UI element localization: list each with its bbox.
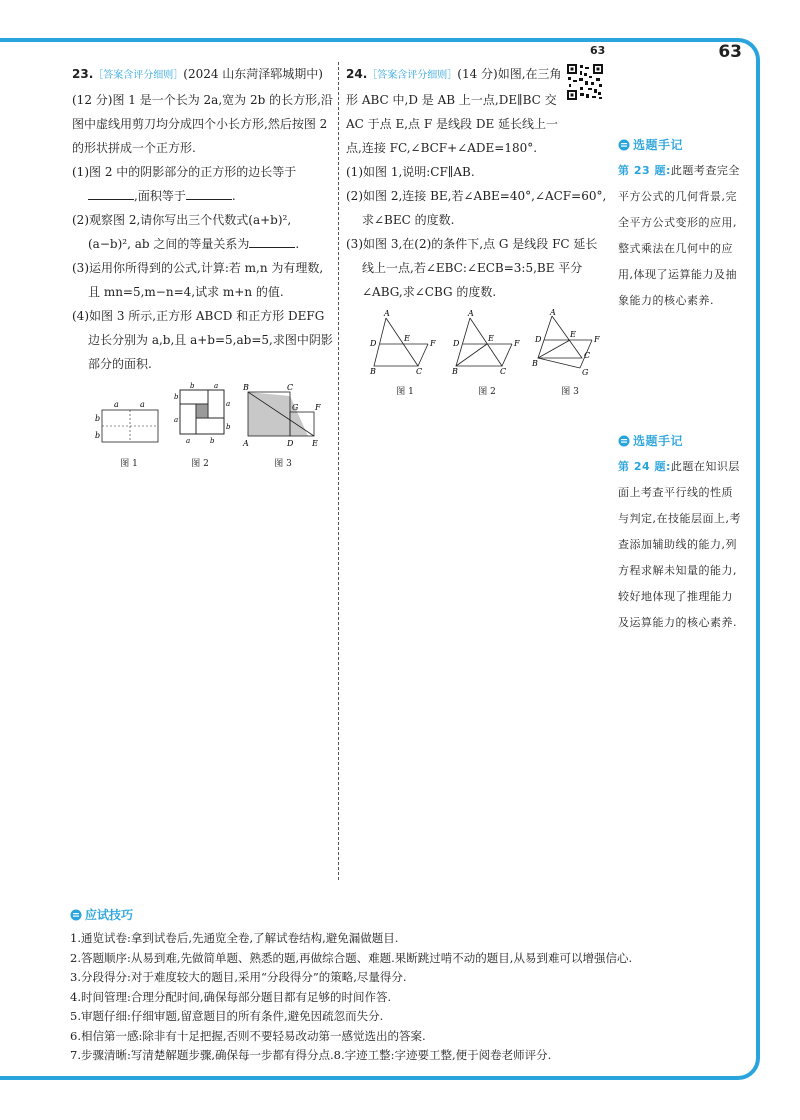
side-note-title bbox=[618, 136, 742, 154]
point-c: C bbox=[500, 367, 507, 376]
q24-figure-2-caption: 图 2 bbox=[478, 387, 496, 397]
q24-intro-text: 如图,在三角形 ABC 中,D 是 AB 上一点,DE∥BC 交 AC 于点 E,点 F 是线段 DE 延长线上一点,连接 FC,∠BCF+∠ADE=180°. bbox=[346, 67, 562, 155]
q24-figure-1 bbox=[366, 310, 444, 398]
note-bubble-icon bbox=[618, 435, 630, 447]
label-b: b bbox=[190, 382, 195, 390]
point-c: C bbox=[584, 351, 591, 360]
label-a: a bbox=[140, 400, 145, 409]
label-b: b bbox=[174, 393, 179, 401]
q24-figure-1-drawing bbox=[366, 310, 444, 376]
answer-blank[interactable] bbox=[88, 185, 134, 200]
tip-line: 2.答题顺序:从易到难,先做简单题、熟悉的题,再做综合题、难题.果断跳过啃不动的题目,从易到难可以增强信心. bbox=[70, 950, 633, 965]
point-f: F bbox=[594, 335, 600, 344]
tip-line: 5.审题仔细:仔细审题,留意题目的所有条件,避免因疏忽而失分. bbox=[70, 1009, 384, 1023]
q24-part1: (1)如图 1,说明:CF∥AB. bbox=[346, 165, 475, 179]
q23-figures bbox=[72, 382, 334, 470]
point-b: B bbox=[532, 359, 538, 368]
label-b: b bbox=[95, 431, 101, 440]
q23-figure-3-drawing bbox=[240, 382, 326, 448]
q23-part4: (4)如图 3 所示,正方形 ABCD 和正方形 DEFG 边长分别为 a,b,且 a+b=5,ab=5,求图中阴影部分的面积. bbox=[72, 309, 333, 371]
exam-tips-title-text: 应试技巧 bbox=[85, 908, 134, 922]
point-e: E bbox=[488, 334, 494, 343]
question-23 bbox=[72, 62, 334, 470]
point-a: A bbox=[384, 309, 390, 318]
point-c: C bbox=[287, 383, 294, 392]
q23-figure-2 bbox=[170, 384, 230, 470]
point-d: D bbox=[453, 339, 460, 348]
point-e: E bbox=[404, 334, 410, 343]
q24-figure-3-drawing bbox=[530, 310, 610, 376]
column-divider bbox=[338, 62, 339, 880]
side-note-body bbox=[618, 158, 742, 314]
q23-source: (2024 山东菏泽郓城期中)(12 分) bbox=[72, 67, 323, 107]
q23-intro bbox=[72, 62, 334, 160]
q24-figure-3 bbox=[530, 310, 610, 398]
note-bubble-icon bbox=[618, 139, 630, 151]
side-note-body bbox=[618, 454, 742, 636]
point-a: A bbox=[243, 439, 249, 448]
q24-part3: (3)如图 3,在(2)的条件下,点 G 是线段 FC 延长线上一点,若∠EBC:∠ECB=3:5,BE 平分∠ABG,求∠CBG 的度数. bbox=[346, 237, 598, 299]
q23-figure-3-caption: 图 3 bbox=[274, 459, 292, 469]
q23-part1-end: . bbox=[231, 189, 236, 203]
side-note-23 bbox=[618, 136, 742, 314]
label-b: b bbox=[226, 423, 231, 431]
q23-intro-text: 图 1 是一个长为 2a,宽为 2b 的长方形,沿图中虚线用剪刀均分成四个小长方形,然后按图 2 的形状拼成一个正方形. bbox=[72, 93, 333, 155]
page-number: 63 bbox=[718, 42, 742, 62]
label-a: a bbox=[214, 382, 219, 390]
q23-part2-end: . bbox=[295, 237, 300, 251]
point-b: B bbox=[370, 367, 376, 376]
label-a: a bbox=[114, 400, 119, 409]
point-e: E bbox=[312, 439, 318, 448]
point-b: B bbox=[452, 367, 458, 376]
label-b: b bbox=[95, 414, 101, 423]
q24-source: (14 分) bbox=[457, 67, 498, 81]
side-note-title-text: 选题手记 bbox=[633, 138, 684, 152]
q24-figure-2 bbox=[448, 310, 526, 398]
exam-tips-title bbox=[70, 906, 750, 924]
q23-figure-1-drawing bbox=[94, 398, 164, 448]
side-note-title-text: 选题手记 bbox=[633, 434, 684, 448]
label-b: b bbox=[210, 437, 215, 445]
q24-part2: (2)如图 2,连接 BE,若∠ABE=40°,∠ACF=60°,求∠BEC 的度数. bbox=[346, 189, 607, 227]
q23-part1-a: (1)图 2 中的阴影部分的正方形的边长等于 bbox=[72, 165, 297, 179]
page-number-small: 63 bbox=[590, 44, 606, 57]
point-d: D bbox=[287, 439, 294, 448]
label-a: a bbox=[226, 400, 231, 408]
q24-figure-1-caption: 图 1 bbox=[396, 387, 414, 397]
question-24 bbox=[346, 62, 608, 398]
label-a: a bbox=[186, 437, 191, 445]
q24-figure-3-caption: 图 3 bbox=[561, 387, 579, 397]
q23-part1-b: ,面积等于 bbox=[134, 189, 186, 203]
answer-blank[interactable] bbox=[249, 233, 295, 248]
point-g: G bbox=[582, 368, 589, 377]
point-b: B bbox=[243, 383, 249, 392]
q23-figure-3 bbox=[240, 382, 326, 470]
tip-line: 1.通览试卷:拿到试卷后,先通览全卷,了解试卷结构,避免漏做题目. bbox=[70, 931, 399, 945]
tip-line: 3.分段得分:对于难度较大的题目,采用“分段得分”的策略,尽量得分. bbox=[70, 970, 407, 984]
point-d: D bbox=[370, 339, 377, 348]
q24-number: 24. bbox=[346, 67, 368, 81]
point-a: A bbox=[468, 309, 474, 318]
q23-part3: (3)运用你所得到的公式,计算:若 m,n 为有理数,且 mn=5,m−n=4,试求 m+n 的值. bbox=[72, 261, 324, 299]
q23-number: 23. bbox=[72, 67, 94, 81]
answer-blank[interactable] bbox=[186, 185, 232, 200]
q23-figure-1 bbox=[94, 398, 164, 470]
point-d: D bbox=[535, 335, 542, 344]
q23-part1 bbox=[72, 160, 334, 208]
q24-tag[interactable]: ［答案含评分细则］ bbox=[367, 70, 458, 81]
side-note-label: 第 23 题: bbox=[618, 164, 671, 177]
q24-intro bbox=[346, 62, 608, 160]
tips-bubble-icon bbox=[70, 909, 82, 921]
label-a: a bbox=[174, 416, 179, 424]
exam-tips bbox=[70, 906, 750, 1066]
tip-line: 6.相信第一感:除非有十足把握,否则不要轻易改动第一感觉选出的答案. bbox=[70, 1028, 426, 1043]
q23-part2-a: (2)观察图 2,请你写出三个代数式(a+b)², (a−b)², ab 之间的等量关系为 bbox=[72, 213, 292, 251]
point-e: E bbox=[570, 330, 576, 339]
side-note-label: 第 24 题: bbox=[618, 460, 671, 473]
point-f: F bbox=[430, 339, 436, 348]
side-note-text: 此题在知识层面上考查平行线的性质与判定,在技能层面上,考查添加辅助线的能力,列方程求解未知量的能力,较好地体现了推理能力及运算能力的核心素养. bbox=[618, 460, 741, 629]
point-c: C bbox=[416, 367, 423, 376]
q24-figures bbox=[346, 310, 608, 398]
q23-figure-2-caption: 图 2 bbox=[191, 459, 209, 469]
q23-figure-1-caption: 图 1 bbox=[120, 459, 138, 469]
q23-tag[interactable]: ［答案含评分细则］ bbox=[93, 70, 184, 81]
tip-line: 7.步骤清晰:写清楚解题步骤,确保每一步都有得分点.8.字迹工整:字迹要工整,便于阅卷老师评分. bbox=[70, 1048, 552, 1062]
point-f: F bbox=[315, 403, 321, 412]
q23-part2 bbox=[72, 208, 334, 256]
side-note-text: 此题考查完全平方公式的几何背景,完全平方公式变形的应用,整式乘法在几何中的应用,体现了运算能力及抽象能力的核心素养. bbox=[618, 164, 740, 307]
q23-figure-2-drawing bbox=[170, 384, 230, 448]
point-g: G bbox=[292, 403, 299, 412]
point-f: F bbox=[514, 339, 520, 348]
side-note-title bbox=[618, 432, 742, 450]
tip-line: 4.时间管理:合理分配时间,确保每部分题目都有足够的时间作答. bbox=[70, 989, 392, 1004]
q24-figure-2-drawing bbox=[448, 310, 526, 376]
point-a: A bbox=[550, 308, 556, 317]
side-note-24 bbox=[618, 432, 742, 636]
